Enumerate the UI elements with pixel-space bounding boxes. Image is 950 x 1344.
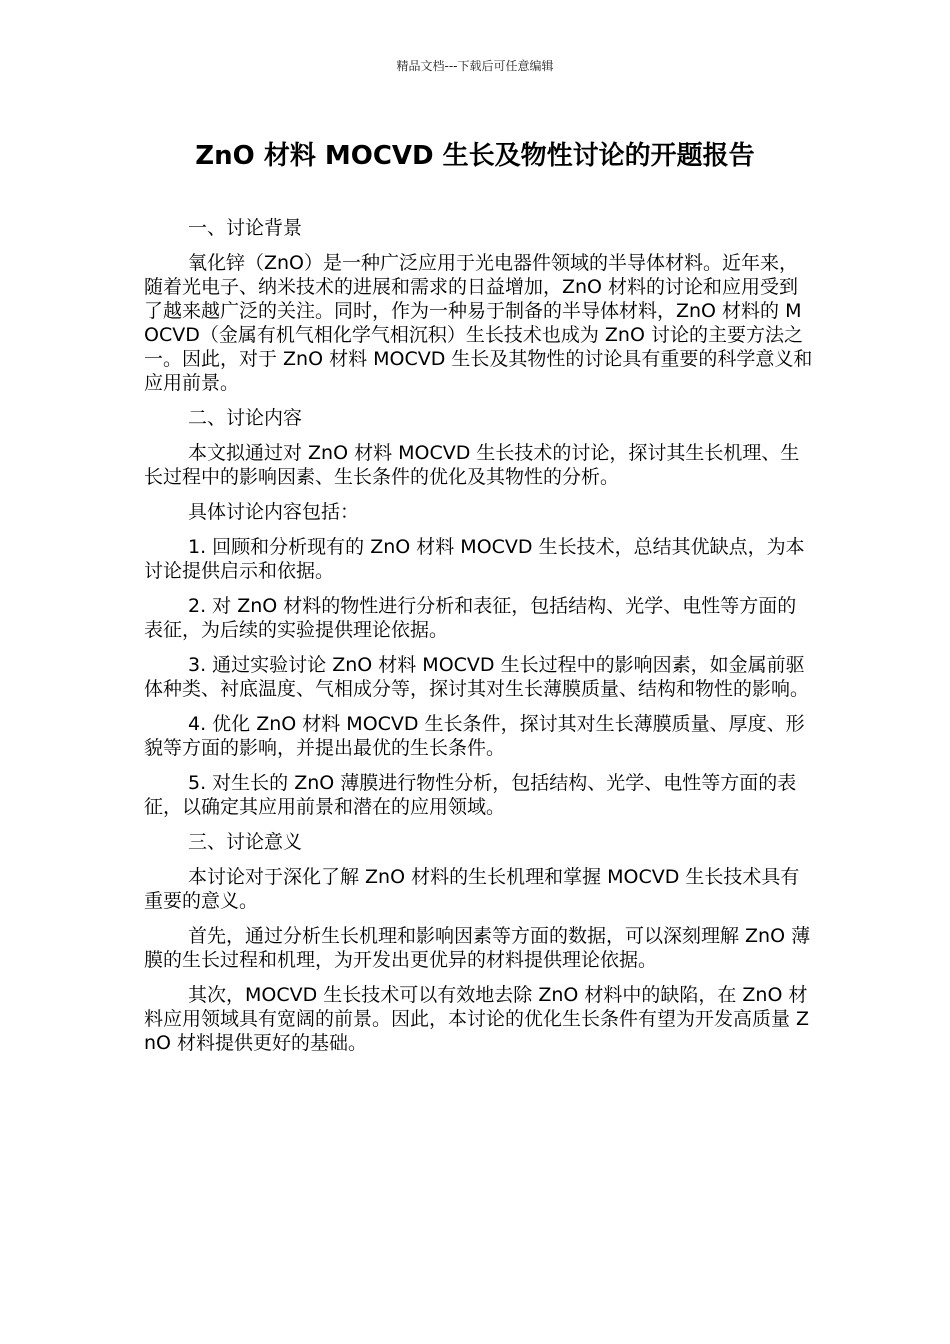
section-heading-significance: 三、讨论意义 [188,831,303,853]
list-item-5: 5. 对生长的 ZnO 薄膜进行物性分析，包括结构、光学、电性等方面的表征，以确定其应用前景和潜在的应用领域。 [144,772,797,818]
paragraph-significance-2: 首先，通过分析生长机理和影响因素等方面的数据，可以深刻理解 ZnO 薄膜的生长过程和机理，为开发出更优异的材料提供理论依据。 [144,925,811,971]
paragraph-content-intro: 本文拟通过对 ZnO 材料 MOCVD 生长技术的讨论，探讨其生长机理、生长过程中的影响因素、生长条件的优化及其物性的分析。 [144,442,800,488]
document-body [144,216,814,1066]
list-item-1: 1. 回顾和分析现有的 ZnO 材料 MOCVD 生长技术，总结其优缺点，为本讨论提供启示和依据。 [144,536,805,582]
document-title: ZnO 材料 MOCVD 生长及物性讨论的开题报告 [195,141,755,171]
section-heading-background: 一、讨论背景 [188,217,303,239]
list-item-2: 2. 对 ZnO 材料的物性进行分析和表征，包括结构、光学、电性等方面的表征，为后续的实验提供理论依据。 [144,595,797,641]
paragraph-significance-1: 本讨论对于深化了解 ZnO 材料的生长机理和掌握 MOCVD 生长技术具有重要的意义。 [144,866,800,912]
paragraph-content-lead: 具体讨论内容包括： [188,501,360,523]
list-item-3: 3. 通过实验讨论 ZnO 材料 MOCVD 生长过程中的影响因素，如金属前驱体种类、衬底温度、气相成分等，探讨其对生长薄膜质量、结构和物性的影响。 [144,654,810,700]
section-heading-content: 二、讨论内容 [188,407,303,429]
header-note: 精品文档---下载后可任意编辑 [396,59,554,73]
paragraph-background: 氧化锌（ZnO）是一种广泛应用于光电器件领域的半导体材料。近年来，随着光电子、纳米技术的进展和需求的日益增加，ZnO 材料的讨论和应用受到了越来越广泛的关注。同时，作为一种易于制备的半导体材料，ZnO 材料的 MOCVD（金属有机气相化学气相沉积）生长技术也成为 ZnO 讨论的主要方法之一。因此，对于 ZnO 材料 MOCVD 生长及其物性的讨论具有重要的科学意义和应用前景。 [144,252,813,394]
list-item-4: 4. 优化 ZnO 材料 MOCVD 生长条件，探讨其对生长薄膜质量、厚度、形貌等方面的影响，并提出最优的生长条件。 [144,713,805,759]
paragraph-significance-3: 其次，MOCVD 生长技术可以有效地去除 ZnO 材料中的缺陷，在 ZnO 材料应用领域具有宽阔的前景。因此，本讨论的优化生长条件有望为开发高质量 ZnO 材料提供更好的基础。 [144,984,810,1054]
